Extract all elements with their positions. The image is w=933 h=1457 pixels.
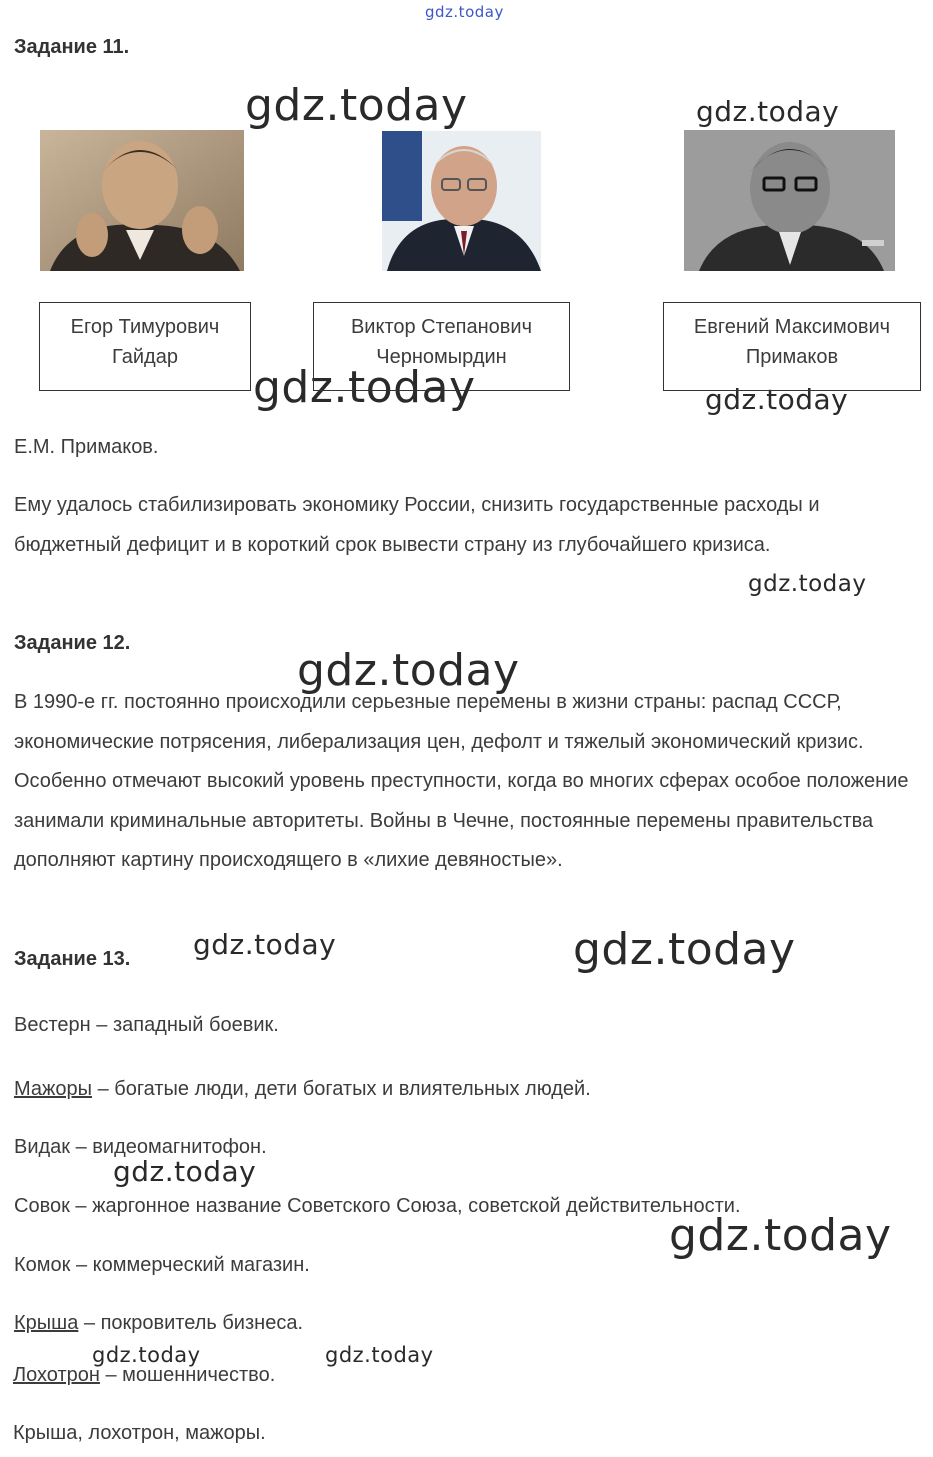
watermark: gdz.today (193, 928, 337, 961)
term-link[interactable]: Мажоры (14, 1078, 93, 1100)
watermark: gdz.today (113, 1155, 257, 1188)
term-link[interactable]: Лохотрон (13, 1364, 100, 1386)
term-item (13, 1364, 275, 1387)
term-definition: – мошенничество. (99, 1364, 276, 1386)
name-first: Виктор Степанович (350, 316, 533, 338)
task-11-paragraph: Ему удалось стабилизировать экономику России, снизить государственные расходы и бюджетный дефицит и в короткий срок вывести страну из глубочайшего кризиса. (14, 494, 820, 556)
term: Вестерн (14, 1014, 91, 1036)
name-box-primakov (663, 302, 921, 391)
name-box-chernomyrdin (313, 302, 570, 391)
term: Совок (14, 1195, 70, 1217)
name-last: Гайдар (112, 346, 178, 368)
portrait-photo (382, 131, 541, 271)
term: Комок (14, 1254, 71, 1276)
watermark: gdz.today (748, 571, 867, 597)
term-definition: – видеомагнитофон. (70, 1136, 267, 1158)
task-11-heading: Задание 11. (14, 36, 130, 58)
term-definition: – западный боевик. (90, 1014, 279, 1036)
watermark: gdz.today (297, 645, 520, 696)
task-13-heading: Задание 13. (14, 948, 131, 970)
watermark: gdz.today (573, 924, 796, 975)
name-last: Примаков (745, 346, 839, 368)
term-definition: – богатые люди, дети богатых и влиятельных людей. (92, 1078, 591, 1100)
term-item (14, 1136, 267, 1159)
term-link[interactable]: Крыша (14, 1312, 79, 1334)
term-item (14, 1078, 591, 1101)
watermark: gdz.today (325, 1343, 434, 1367)
term-item (14, 1014, 279, 1037)
term-item (14, 1254, 310, 1277)
term-definition: – жаргонное название Советского Союза, советской действительности. (69, 1195, 741, 1217)
task-13-answer: Крыша, лохотрон, мажоры. (13, 1422, 266, 1444)
watermark: gdz.today (245, 80, 468, 131)
name-first: Евгений Максимович (693, 316, 891, 338)
watermark: gdz.today (705, 383, 849, 416)
watermark: gdz.today (425, 3, 504, 21)
term-definition: – покровитель бизнеса. (78, 1312, 303, 1334)
task-11-answer: Е.М. Примаков. (14, 436, 159, 458)
term-item (14, 1195, 741, 1218)
watermark: gdz.today (696, 95, 840, 128)
watermark: gdz.today (669, 1210, 892, 1261)
name-first: Егор Тимурович (70, 316, 220, 338)
portrait-photo (684, 130, 895, 271)
task-12-paragraph: В 1990-е гг. постоянно происходили серьезные перемены в жизни страны: распад СССР, экономические потрясения, либерализация цен, дефолт и тяжелый экономический кризис. Особенно отмечают высокий уровень преступности, когда во многих сферах особое положение занимали криминальные авторитеты. Войны в Чечне, постоянные перемены правительства дополняют картину происходящего в «лихие девяностые». (14, 691, 909, 871)
term-item (14, 1312, 303, 1335)
portrait-photo (40, 130, 244, 271)
watermark: gdz.today (253, 362, 476, 413)
name-box-gaidar (39, 302, 251, 391)
task-12-heading: Задание 12. (14, 632, 131, 654)
term-definition: – коммерческий магазин. (70, 1254, 310, 1276)
watermark: gdz.today (92, 1343, 201, 1367)
term: Видак (14, 1136, 71, 1158)
name-last: Черномырдин (376, 346, 507, 368)
